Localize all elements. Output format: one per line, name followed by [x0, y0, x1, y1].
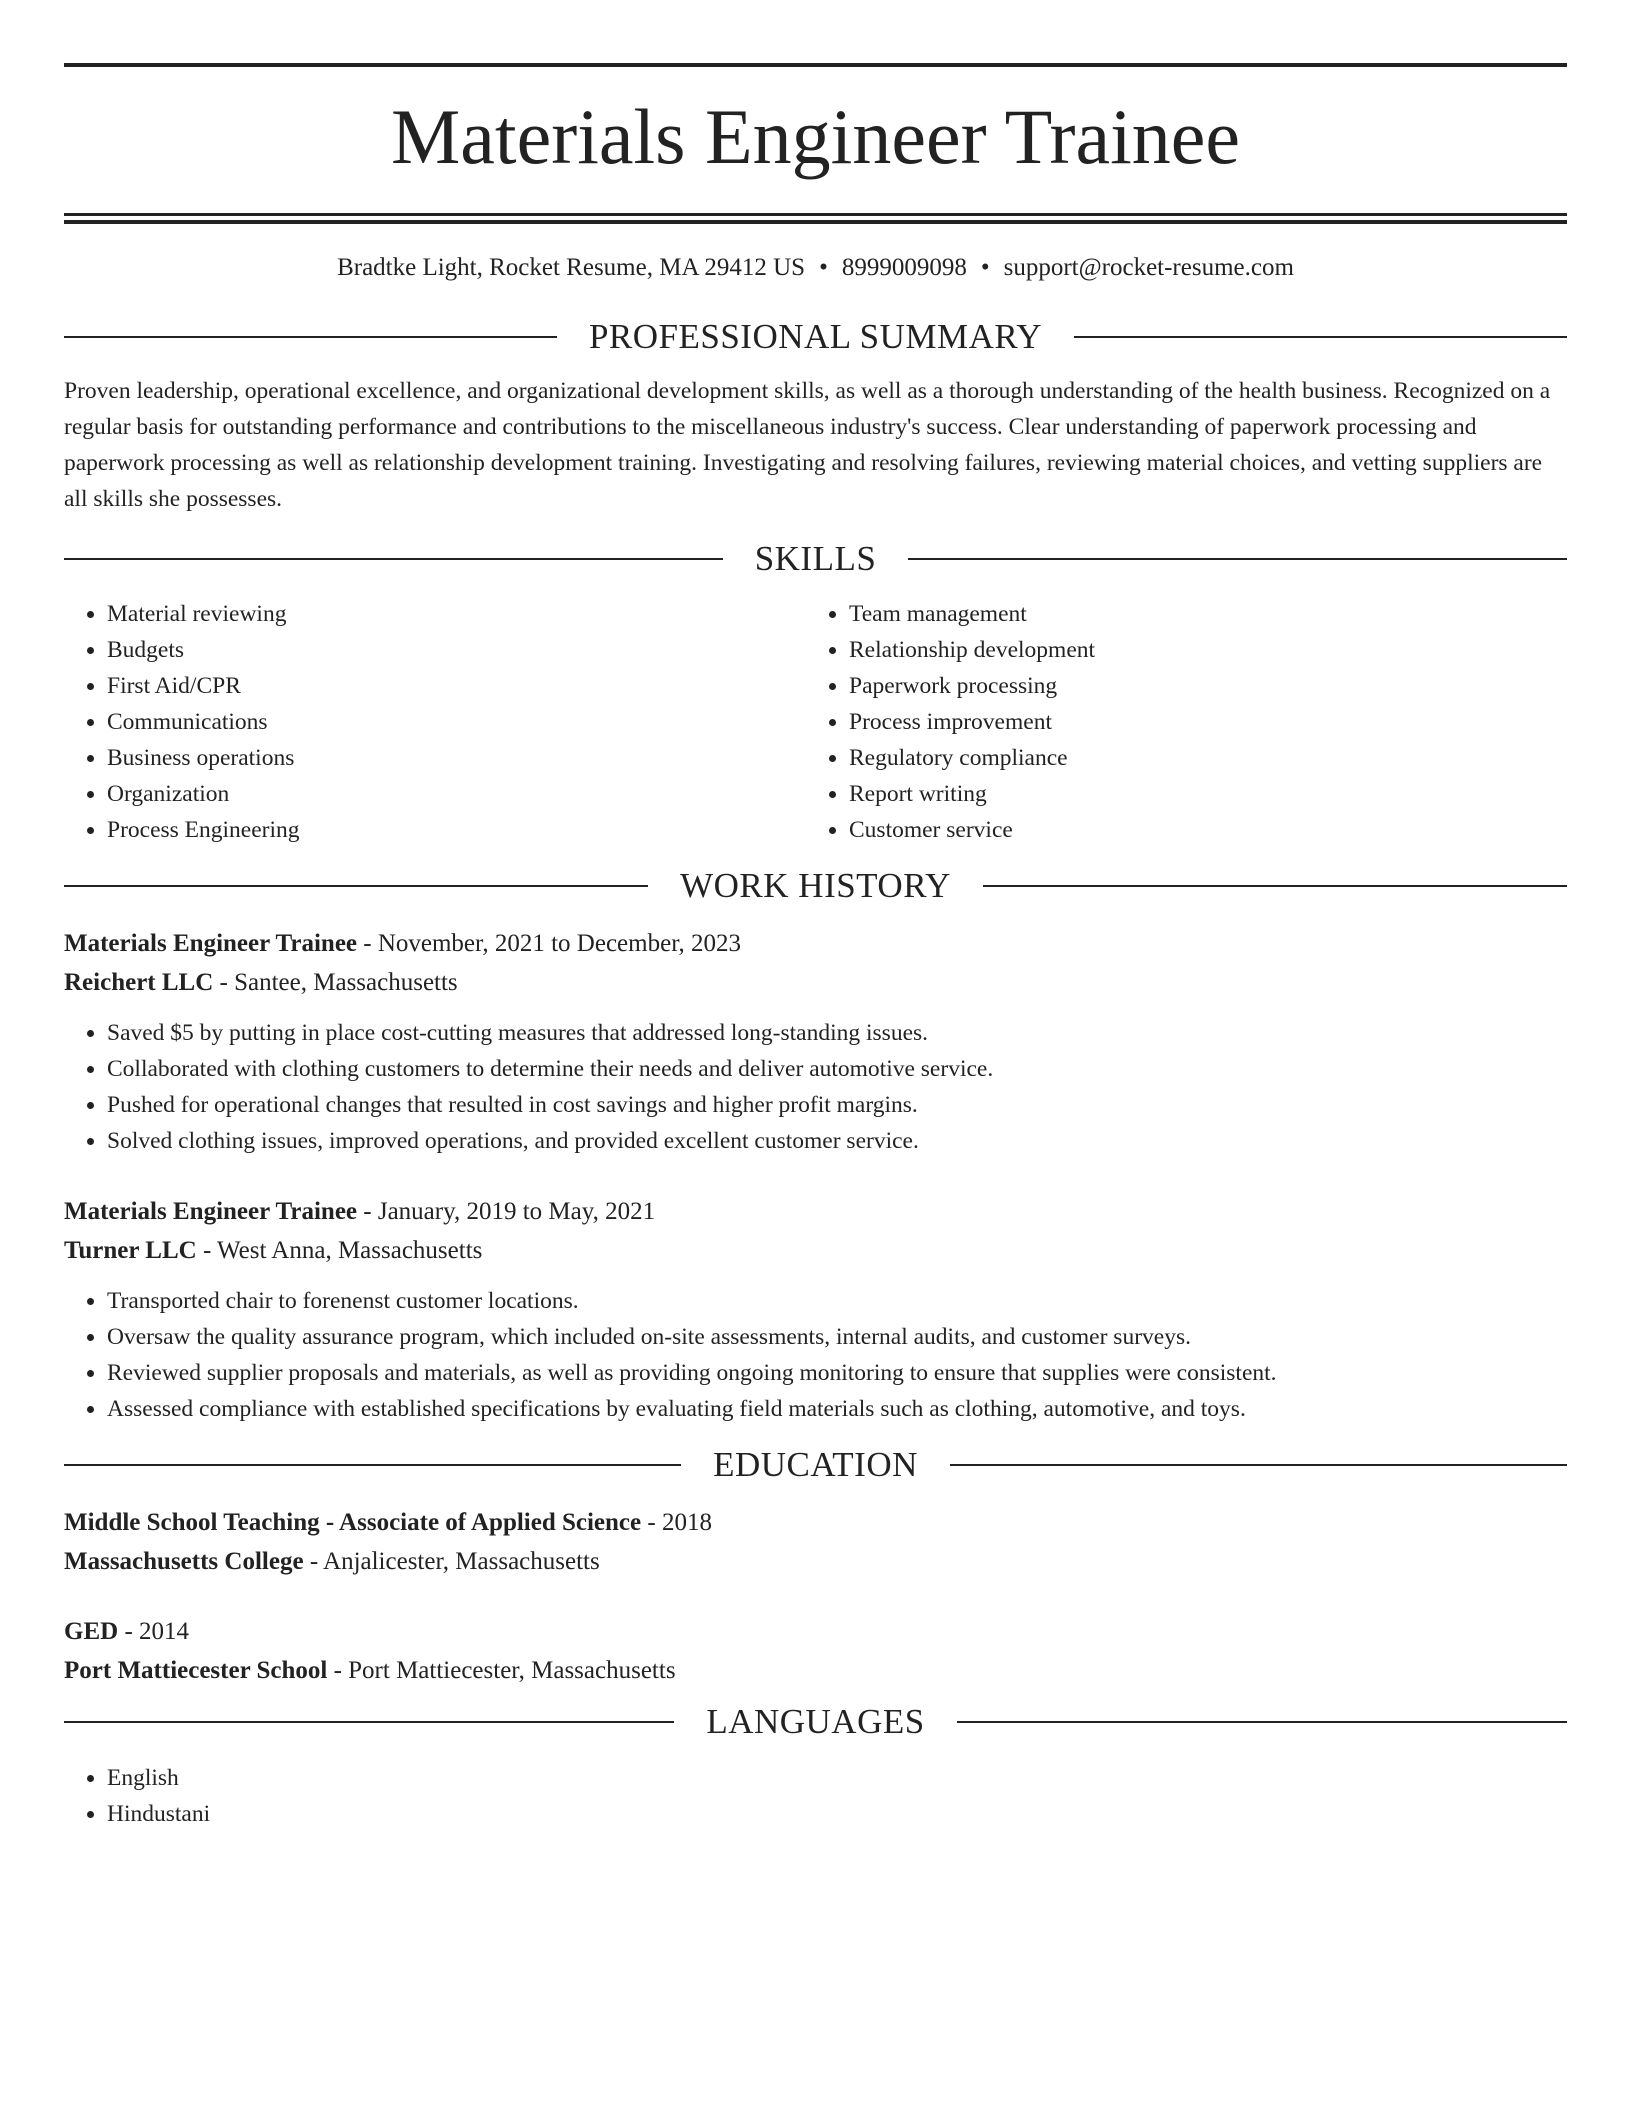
section-heading-skills [64, 537, 1567, 581]
education-degree-line [64, 1503, 1567, 1542]
contact-address: Bradtke Light, Rocket Resume, MA 29412 US [337, 254, 806, 281]
contact-phone: 8999009098 [841, 254, 967, 281]
contact-email: support@rocket-resume.com [1003, 254, 1294, 281]
languages-list [64, 1760, 1567, 1832]
skill-item: • Communications [107, 704, 806, 740]
skills-list [806, 596, 1548, 848]
heading-rule-right [950, 1464, 1567, 1466]
education-entry [64, 1503, 1567, 1581]
top-rule [64, 63, 1567, 67]
skill-item: • Team management [849, 596, 1548, 632]
skills-grid [64, 596, 1567, 848]
section-title: PROFESSIONAL SUMMARY [588, 317, 1043, 356]
title-double-rule [64, 213, 1567, 224]
heading-rule-right [983, 885, 1567, 887]
job-title: Materials Engineer Trainee [64, 930, 358, 957]
resume-page [64, 63, 1567, 1832]
skill-item: • Process Engineering [107, 812, 806, 848]
job-bullet: • Oversaw the quality assurance program, which included on-site assessments, internal audits, and customer surveys. [107, 1319, 1567, 1355]
education-entry [64, 1612, 1567, 1690]
job-bullets [64, 1015, 1567, 1159]
section-heading-languages [64, 1700, 1567, 1744]
job-company-line [64, 1231, 1567, 1270]
skill-item: • Budgets [107, 632, 806, 668]
job-entry [64, 924, 1567, 1159]
section-heading-education [64, 1443, 1567, 1487]
skill-item: • Regulatory compliance [849, 740, 1548, 776]
job-bullet: • Transported chair to forenenst customer locations. [107, 1283, 1567, 1319]
education-year: - 2014 [118, 1618, 190, 1645]
education-degree: Middle School Teaching - Associate of Applied Science [64, 1509, 642, 1536]
skill-item: • Organization [107, 776, 806, 812]
section-heading-work [64, 864, 1567, 908]
heading-rule-right [908, 558, 1567, 560]
skill-item: • Business operations [107, 740, 806, 776]
skill-item: • Material reviewing [107, 596, 806, 632]
education-location: - Port Mattiecester, Massachusetts [327, 1657, 676, 1684]
language-item: • English [107, 1760, 1567, 1796]
education-location: - Anjalicester, Massachusetts [303, 1548, 600, 1575]
skill-item: • Process improvement [849, 704, 1548, 740]
job-company: Reichert LLC [64, 969, 214, 996]
skills-list [64, 596, 806, 848]
skills-column-left [64, 596, 806, 848]
education-degree: GED [64, 1618, 119, 1645]
education-year: - 2018 [641, 1509, 712, 1536]
job-bullet: • Collaborated with clothing customers to determine their needs and deliver automotive service. [107, 1051, 1567, 1087]
page-title: Materials Engineer Trainee [390, 93, 1241, 180]
job-bullet: • Solved clothing issues, improved operations, and provided excellent customer service. [107, 1123, 1567, 1159]
heading-rule-left [64, 885, 648, 887]
heading-rule-left [64, 1464, 681, 1466]
section-title: SKILLS [754, 539, 877, 578]
skill-item: • Relationship development [849, 632, 1548, 668]
education-school: Port Mattiecester School [64, 1657, 328, 1684]
job-location: - West Anna, Massachusetts [196, 1237, 483, 1264]
section-title: EDUCATION [713, 1445, 918, 1484]
education-school: Massachusetts College [64, 1548, 304, 1575]
skill-item: • Report writing [849, 776, 1548, 812]
job-bullet: • Reviewed supplier proposals and materials, as well as providing ongoing monitoring to ensure that supplies were consistent. [107, 1355, 1567, 1391]
contact-line [64, 253, 1567, 283]
skill-item: • Paperwork processing [849, 668, 1548, 704]
heading-rule-right [1074, 336, 1567, 338]
heading-rule-left [64, 1721, 674, 1723]
job-dates: - November, 2021 to December, 2023 [357, 930, 742, 957]
education-school-line [64, 1651, 1567, 1690]
language-item: • Hindustani [107, 1796, 1567, 1832]
job-bullet: • Assessed compliance with established specifications by evaluating field materials such as clothing, automotive, and toys. [107, 1391, 1567, 1427]
skill-item: • Customer service [849, 812, 1548, 848]
heading-rule-right [957, 1721, 1567, 1723]
summary-text: Proven leadership, operational excellence, and organizational development skills, as well as a thorough understanding of the health business. Recognized on a regular basis for outstanding performance and contributions to the miscellaneous industry's success. Clear understanding of paperwork processing and paperwork processing as well as relationship development training. Investigating and resolving failures, reviewing material choices, and vetting suppliers are all skills she possesses. [64, 378, 1551, 512]
job-bullets [64, 1283, 1567, 1427]
job-company: Turner LLC [64, 1237, 197, 1264]
job-title-line [64, 924, 1567, 963]
section-title: LANGUAGES [706, 1702, 925, 1741]
education-school-line [64, 1542, 1567, 1581]
job-bullet: • Pushed for operational changes that resulted in cost savings and higher profit margins. [107, 1087, 1567, 1123]
contact-separator: • [819, 254, 828, 281]
section-title: WORK HISTORY [680, 866, 951, 905]
job-dates: - January, 2019 to May, 2021 [357, 1198, 656, 1225]
job-entry [64, 1192, 1567, 1427]
job-bullet: • Saved $5 by putting in place cost-cutting measures that addressed long-standing issues. [107, 1015, 1567, 1051]
job-location: - Santee, Massachusetts [213, 969, 458, 996]
education-degree-line [64, 1612, 1567, 1651]
job-title-line [64, 1192, 1567, 1231]
skills-column-right [806, 596, 1548, 848]
job-company-line [64, 963, 1567, 1002]
job-title: Materials Engineer Trainee [64, 1198, 358, 1225]
contact-separator: • [980, 254, 990, 281]
heading-rule-left [64, 558, 723, 560]
skill-item: • First Aid/CPR [107, 668, 806, 704]
section-heading-summary [64, 315, 1567, 359]
heading-rule-left [64, 336, 557, 338]
